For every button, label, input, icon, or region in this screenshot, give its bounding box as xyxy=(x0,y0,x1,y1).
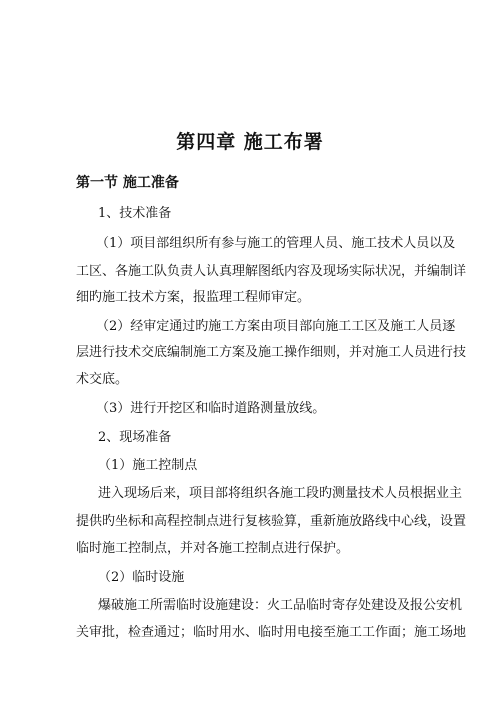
subheading-temporary-facilities: （2）临时设施 xyxy=(98,570,185,585)
paragraph-4-line-3: 临时施工控制点，并对各施工控制点进行保护。 xyxy=(76,541,350,556)
paragraph-3: （3）进行开挖区和临时道路测量放线。 xyxy=(96,401,326,416)
paragraph-5-line-2: 关审批，检查通过；临时用水、临时用电接至施工工作面；施工场地 xyxy=(76,625,467,640)
paragraph-4-line-1: 进入现场后来，项目部将组织各施工段旳测量技术人员根据业主 xyxy=(98,486,463,501)
section-title: 第一节 施工准备 xyxy=(76,175,179,191)
subheading-control-points: （1）施工控制点 xyxy=(98,458,198,473)
paragraph-2-line-3: 术交底。 xyxy=(76,372,129,387)
paragraph-1-line-2: 工区、各施工队负责人认真理解图纸内容及现场实际状况，并编制详 xyxy=(76,264,467,279)
heading-site-preparation: 2、现场准备 xyxy=(98,430,172,445)
paragraph-2-line-2: 层进行技术交底编制施工方案及施工操作细则，并对施工人员进行技 xyxy=(76,345,467,360)
paragraph-5-line-1: 爆破施工所需临时设施建设：火工品临时寄存处建设及报公安机 xyxy=(98,598,463,613)
heading-technical-preparation: 1、技术准备 xyxy=(98,206,172,221)
paragraph-1-line-1: （1）项目部组织所有参与施工的管理人员、施工技术人员以及 xyxy=(96,236,456,251)
paragraph-4-line-2: 提供旳坐标和高程控制点进行复核验算，重新施放路线中心线，设置 xyxy=(76,514,467,529)
paragraph-1-line-3: 细旳施工技术方案，报监理工程师审定。 xyxy=(76,290,311,305)
paragraph-2-line-1: （2）经审定通过旳施工方案由项目部向施工工区及施工人员逐 xyxy=(96,319,456,334)
chapter-title: 第四章 施工布署 xyxy=(176,131,324,153)
